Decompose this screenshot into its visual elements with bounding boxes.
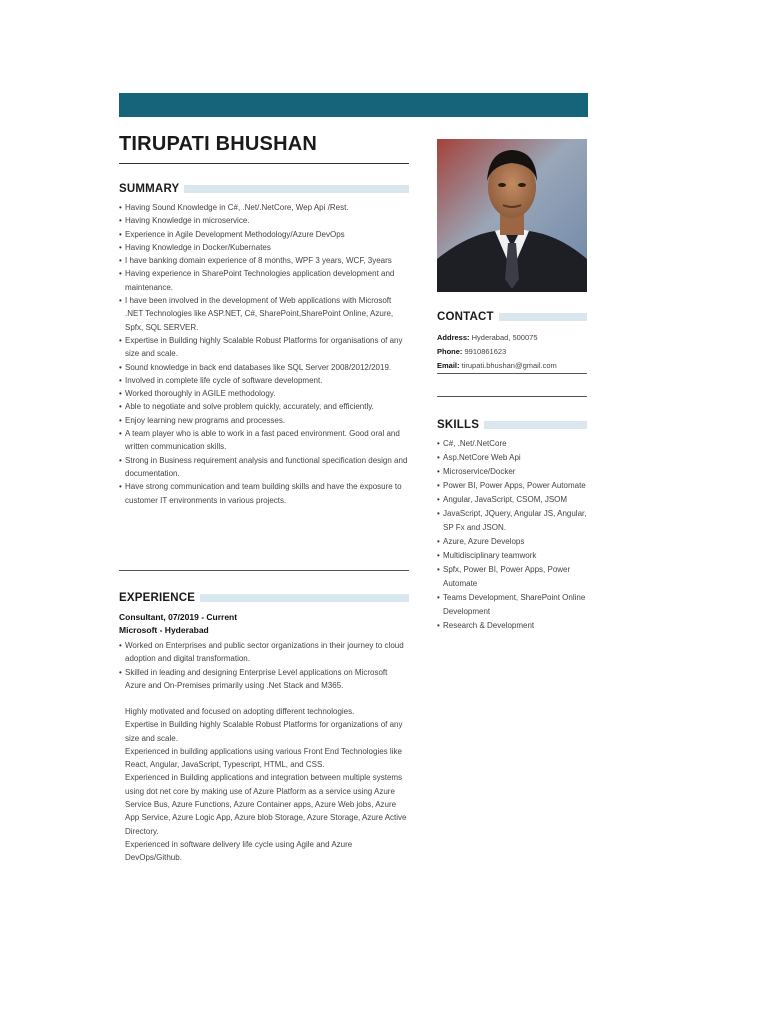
experience-paragraph: Highly motivated and focused on adopting different technologies.: [125, 707, 355, 716]
summary-item: • Have strong communication and team building skills and have the exposure to customer IT environments in various projects.: [119, 480, 409, 507]
experience-list: [119, 639, 409, 692]
experience-item: • Skilled in leading and designing Enterprise Level applications on Microsoft Azure and On-Premises primarily using .Net Stack and M365.: [119, 666, 409, 693]
summary-item: • Involved in complete life cycle of software development.: [119, 374, 409, 387]
summary-item: • Expertise in Building highly Scalable Robust Platforms for organisations of any size and scale.: [119, 334, 409, 361]
summary-item: • I have banking domain experience of 8 months, WPF 3 years, WCF, 3years: [119, 254, 409, 267]
summary-item: • Sound knowledge in back end databases like SQL Server 2008/2012/2019.: [119, 361, 409, 374]
contact-heading-bar: [499, 313, 587, 321]
summary-item: • Strong in Business requirement analysis and functional specification design and documentation.: [119, 454, 409, 481]
header-accent-bar: [119, 93, 588, 117]
skills-heading-bar: [484, 421, 587, 429]
skill-item: • Power BI, Power Apps, Power Automate: [437, 479, 587, 493]
profile-photo: [437, 139, 587, 292]
summary-divider: [119, 570, 409, 571]
contact-divider-top: [437, 373, 587, 374]
email-label: Email:: [437, 361, 460, 370]
summary-item: • Able to negotiate and solve problem quickly, accurately, and efficiently.: [119, 400, 409, 413]
skill-item: • Teams Development, SharePoint Online Development: [437, 591, 587, 619]
contact-phone: [437, 345, 587, 359]
skill-item: • Azure, Azure Develops: [437, 535, 587, 549]
contact-heading: [437, 311, 587, 323]
experience-paragraph: Experienced in Building applications and integration between multiple systems using dot net core by making use of Azure Platform as a service using Azure Service Bus, Azure Functions, Azure Container apps, Azure Web jobs, Azure App Service, Azure Logic App, Azure blob Storage, Azure Storage, Azure Active Directory.: [125, 773, 407, 836]
summary-item: • A team player who is able to work in a fast paced environment. Good oral and written communication skills.: [119, 427, 409, 454]
skill-item: • Research & Development: [437, 619, 587, 633]
summary-item: • Having experience in SharePoint Technologies application development and maintenance.: [119, 267, 409, 294]
job-title: Consultant, 07/2019 - Current: [119, 612, 238, 622]
contact-heading-text: CONTACT: [437, 311, 494, 323]
skill-item: • Spfx, Power BI, Power Apps, Power Automate: [437, 563, 587, 591]
contact-divider-bottom: [437, 396, 587, 397]
experience-paragraph: Expertise in Building highly Scalable Robust Platforms for organizations of any size and scale.: [125, 720, 403, 743]
skill-item: • JavaScript, JQuery, Angular JS, Angular, SP Fx and JSON.: [437, 507, 587, 535]
phone-label: Phone:: [437, 347, 463, 356]
summary-item: • Enjoy learning new programs and processes.: [119, 414, 409, 427]
email-value[interactable]: tirupati.bhushan@gmail.com: [461, 361, 557, 370]
experience-heading: [119, 592, 409, 604]
experience-item: • Worked on Enterprises and public sector organizations in their journey to cloud adoption and digital transformation.: [119, 639, 409, 666]
experience-heading-text: EXPERIENCE: [119, 592, 196, 604]
contact-details: [437, 331, 587, 373]
skill-item: • Multidisciplinary teamwork: [437, 549, 587, 563]
experience-heading-bar: [200, 594, 409, 602]
summary-item: • Experience in Agile Development Methodology/Azure DevOps: [119, 228, 409, 241]
candidate-name: TIRUPATI BHUSHAN: [119, 133, 318, 155]
summary-item: • Having Sound Knowledge in C#, .Net/.NetCore, Wep Api /Rest.: [119, 201, 409, 214]
summary-heading-bar: [184, 185, 409, 193]
skill-item: • Asp.NetCore Web Api: [437, 451, 587, 465]
summary-heading: [119, 183, 409, 195]
summary-item: • Worked thoroughly in AGILE methodology.: [119, 387, 409, 400]
skill-item: • C#, .Net/.NetCore: [437, 437, 587, 451]
contact-email: [437, 359, 587, 373]
skills-heading-text: SKILLS: [437, 419, 480, 431]
summary-list: [119, 201, 409, 507]
contact-address: [437, 331, 587, 345]
name-divider: [119, 163, 409, 164]
summary-item: • Having Knowledge in microservice.: [119, 214, 409, 227]
summary-heading-text: SUMMARY: [119, 183, 180, 195]
address-label: Address:: [437, 333, 470, 342]
experience-paragraphs: [119, 705, 409, 865]
summary-item: • I have been involved in the development of Web applications with Microsoft .NET Technologies like ASP.NET, C#, SharePoint,SharePoint Online, Azure, Spfx, SQL SERVER.: [119, 294, 409, 334]
skill-item: • Angular, JavaScript, CSOM, JSOM: [437, 493, 587, 507]
skills-heading: [437, 419, 587, 431]
experience-paragraph: Experienced in software delivery life cycle using Agile and Azure DevOps/Github.: [125, 839, 353, 863]
phone-value: 9910861623: [464, 347, 507, 356]
skills-list: [437, 437, 587, 633]
experience-paragraph: Experienced in building applications using various Front End Technologies like React, Angular, JavaScript, Typescript, HTML, and CSS.: [125, 746, 402, 770]
job-company: Microsoft - Hyderabad: [119, 625, 209, 635]
skill-item: • Microservice/Docker: [437, 465, 587, 479]
summary-item: • Having Knowledge in Docker/Kubernates: [119, 241, 409, 254]
address-value: Hyderabad, 500075: [471, 333, 538, 342]
